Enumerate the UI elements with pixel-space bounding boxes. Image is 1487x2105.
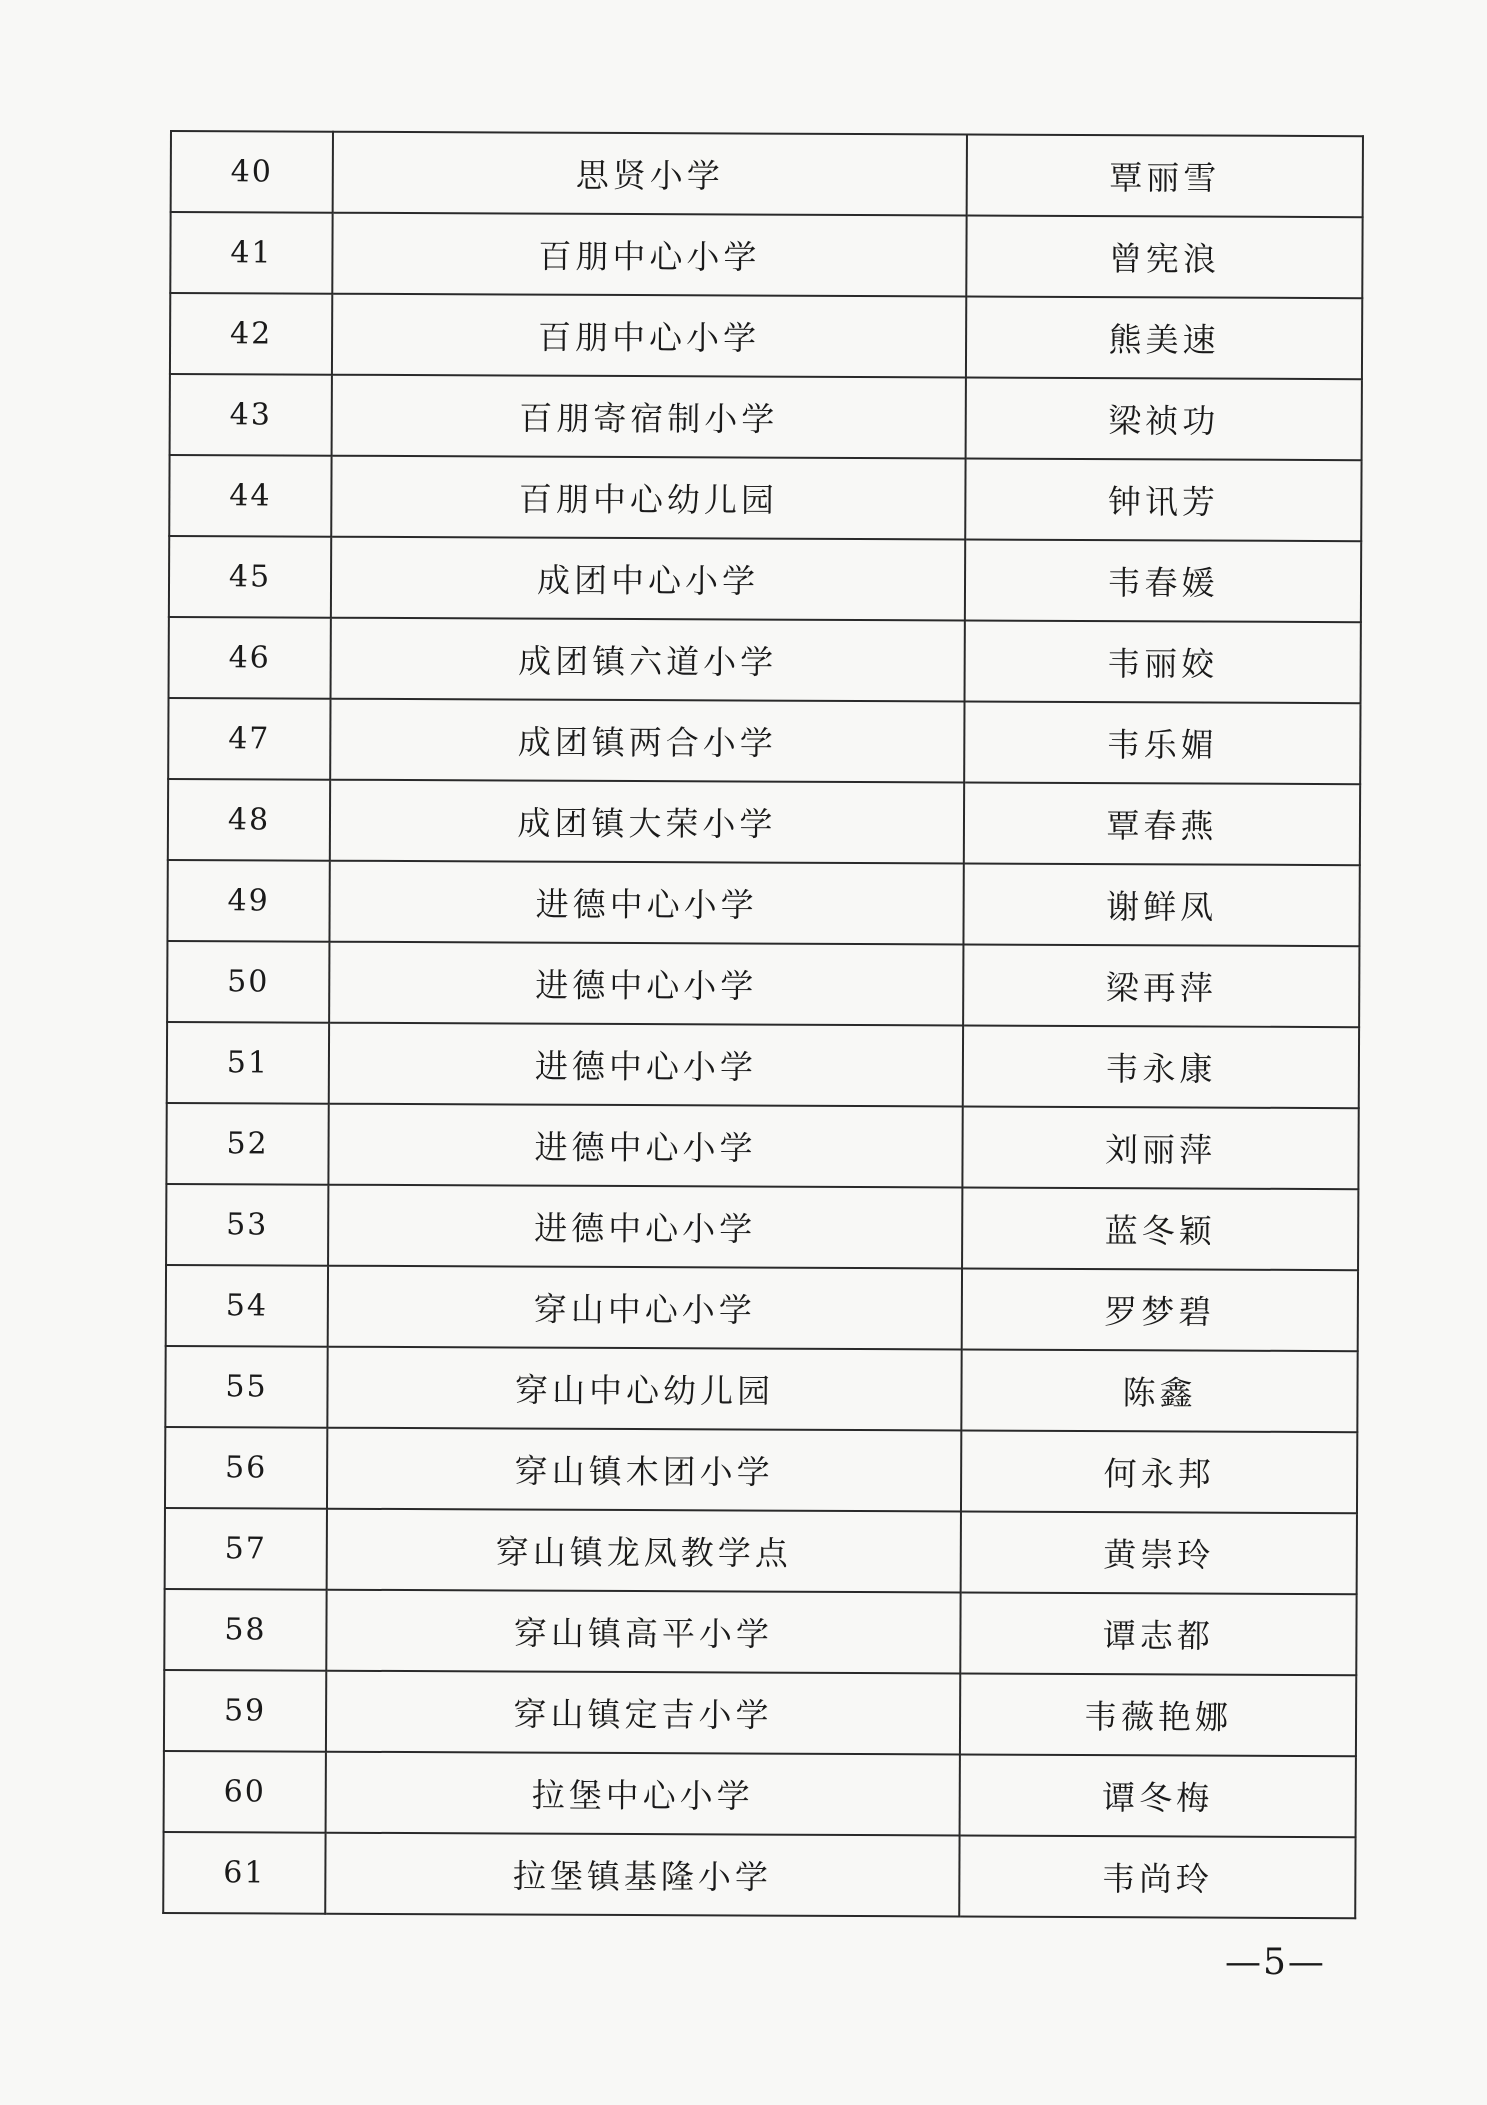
table-row [165, 1508, 1357, 1594]
person-name-cell: 谢鲜凤 [963, 863, 1359, 946]
person-name-cell: 韦尚玲 [959, 1835, 1355, 1918]
row-number-cell: 47 [168, 698, 330, 780]
table-row [168, 779, 1360, 865]
person-name-cell: 覃丽雪 [967, 134, 1363, 217]
row-number-cell: 55 [165, 1346, 327, 1428]
school-name-cell: 穿山中心小学 [328, 1266, 962, 1350]
person-name-cell: 梁再萍 [963, 944, 1359, 1027]
table-row [170, 293, 1362, 379]
person-name-cell: 蓝冬颖 [962, 1187, 1358, 1270]
table-row [170, 374, 1362, 460]
table-row [165, 1427, 1357, 1513]
table-row [166, 1265, 1358, 1351]
row-number-cell: 56 [165, 1427, 327, 1509]
row-number-cell: 54 [166, 1265, 328, 1347]
school-name-cell: 穿山镇木团小学 [327, 1428, 961, 1512]
table-row [169, 536, 1361, 622]
school-name-cell: 进德中心小学 [329, 1023, 963, 1107]
school-name-cell: 百朋中心小学 [332, 294, 966, 378]
row-number-cell: 52 [166, 1103, 328, 1185]
person-name-cell: 谭冬梅 [960, 1754, 1356, 1837]
person-name-cell: 梁祯功 [966, 377, 1362, 460]
row-number-cell: 58 [164, 1589, 326, 1671]
row-number-cell: 59 [164, 1670, 326, 1752]
row-number-cell: 42 [170, 293, 332, 375]
table-row [166, 1103, 1358, 1189]
person-name-cell: 韦薇艳娜 [960, 1673, 1356, 1756]
person-name-cell: 刘丽萍 [962, 1106, 1358, 1189]
row-number-cell: 53 [166, 1184, 328, 1266]
row-number-cell: 40 [171, 131, 333, 213]
roster-table-container [162, 130, 1356, 1899]
school-name-cell: 成团镇两合小学 [330, 699, 964, 783]
roster-table [162, 130, 1364, 1919]
school-name-cell: 穿山镇龙凤教学点 [327, 1509, 961, 1593]
row-number-cell: 57 [165, 1508, 327, 1590]
school-name-cell: 思贤小学 [333, 132, 967, 216]
school-name-cell: 进德中心小学 [329, 942, 963, 1026]
person-name-cell: 罗梦碧 [962, 1268, 1358, 1351]
row-number-cell: 45 [169, 536, 331, 618]
school-name-cell: 百朋中心小学 [332, 213, 966, 297]
table-row [164, 1751, 1356, 1837]
school-name-cell: 成团中心小学 [331, 537, 965, 621]
school-name-cell: 穿山中心幼儿园 [327, 1347, 961, 1431]
table-row [171, 131, 1363, 217]
table-row [167, 1022, 1359, 1108]
row-number-cell: 44 [169, 455, 331, 537]
row-number-cell: 51 [167, 1022, 329, 1104]
row-number-cell: 61 [163, 1832, 325, 1914]
person-name-cell: 陈鑫 [961, 1349, 1357, 1432]
page-number: —5— [1225, 1942, 1326, 1983]
row-number-cell: 60 [164, 1751, 326, 1833]
person-name-cell: 黄崇玲 [961, 1511, 1357, 1594]
school-name-cell: 拉堡镇基隆小学 [325, 1833, 959, 1917]
table-row [170, 212, 1362, 298]
person-name-cell: 韦丽姣 [965, 620, 1361, 703]
person-name-cell: 何永邦 [961, 1430, 1357, 1513]
row-number-cell: 48 [168, 779, 330, 861]
table-row [164, 1589, 1356, 1675]
person-name-cell: 谭志都 [960, 1592, 1356, 1675]
table-row [168, 698, 1360, 784]
table-row [169, 455, 1361, 541]
school-name-cell: 拉堡中心小学 [326, 1752, 960, 1836]
school-name-cell: 百朋寄宿制小学 [332, 375, 966, 459]
person-name-cell: 韦春媛 [965, 539, 1361, 622]
table-row [166, 1184, 1358, 1270]
table-row [163, 1832, 1355, 1918]
person-name-cell: 韦永康 [963, 1025, 1359, 1108]
row-number-cell: 41 [170, 212, 332, 294]
table-row [165, 1346, 1357, 1432]
person-name-cell: 曾宪浪 [966, 215, 1362, 298]
table-row [169, 617, 1361, 703]
school-name-cell: 进德中心小学 [328, 1185, 962, 1269]
row-number-cell: 50 [167, 941, 329, 1023]
person-name-cell: 熊美速 [966, 296, 1362, 379]
person-name-cell: 覃春燕 [964, 782, 1360, 865]
school-name-cell: 成团镇六道小学 [331, 618, 965, 702]
person-name-cell: 钟讯芳 [965, 458, 1361, 541]
roster-table-body [163, 131, 1363, 1918]
person-name-cell: 韦乐媚 [964, 701, 1360, 784]
table-row [167, 941, 1359, 1027]
row-number-cell: 49 [167, 860, 329, 942]
row-number-cell: 43 [170, 374, 332, 456]
table-row [164, 1670, 1356, 1756]
school-name-cell: 穿山镇高平小学 [326, 1590, 960, 1674]
table-row [167, 860, 1359, 946]
school-name-cell: 进德中心小学 [328, 1104, 962, 1188]
school-name-cell: 百朋中心幼儿园 [331, 456, 965, 540]
school-name-cell: 进德中心小学 [329, 861, 963, 945]
school-name-cell: 穿山镇定吉小学 [326, 1671, 960, 1755]
school-name-cell: 成团镇大荣小学 [330, 780, 964, 864]
row-number-cell: 46 [169, 617, 331, 699]
